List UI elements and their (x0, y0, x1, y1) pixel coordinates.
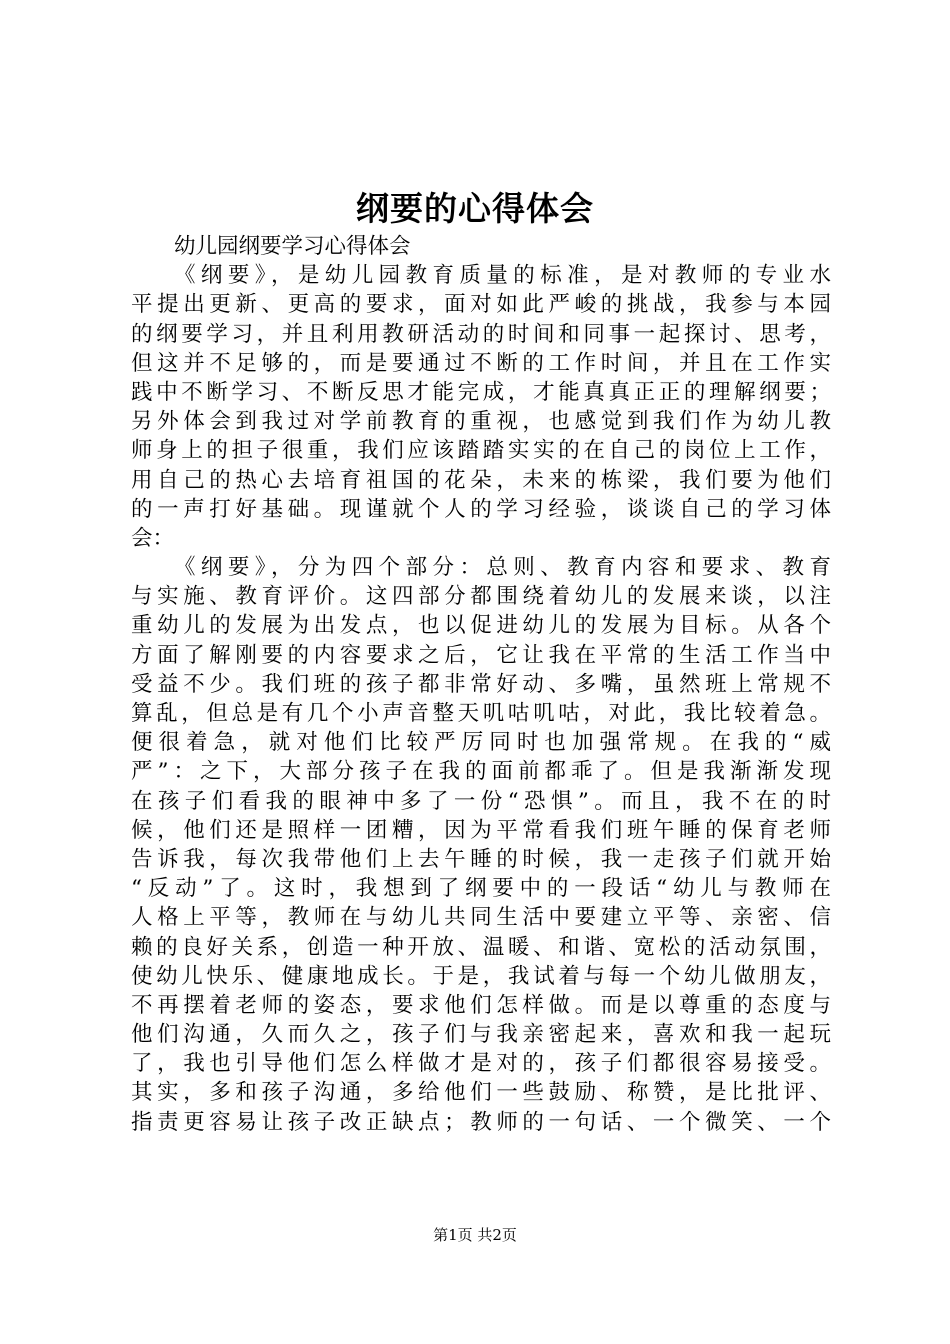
paragraph-line: 在孩子们看我的眼神中多了一份“恐惧”。而且，我不在的时 (131, 788, 831, 814)
paragraph-line: 告诉我，每次我带他们上去午睡的时候，我一走孩子们就开始 (131, 846, 831, 872)
paragraph-line: 师身上的担子很重，我们应该踏踏实实的在自己的岗位上工作， (131, 438, 831, 464)
paragraph-line: 便很着急，就对他们比较严厉同时也加强常规。在我的“威 (131, 730, 831, 756)
paragraph-line: 赖的良好关系，创造一种开放、温暖、和谐、宽松的活动氛围， (131, 934, 831, 960)
document-title: 纲要的心得体会 (356, 189, 594, 228)
paragraph-line: “反动”了。这时，我想到了纲要中的一段话“幼儿与教师在 (131, 876, 831, 902)
page-number-footer: 第1页 共2页 (433, 1226, 517, 1244)
paragraph-line: 指责更容易让孩子改正缺点；教师的一句话、一个微笑、一个 (131, 1109, 831, 1135)
paragraph-line: 了，我也引导他们怎么样做才是对的，孩子们都很容易接受。 (131, 1051, 831, 1077)
paragraph-line: 另外体会到我过对学前教育的重视，也感觉到我们作为幼儿教 (131, 409, 831, 435)
paragraph-line: 平提出更新、更高的要求，面对如此严峻的挑战，我参与本园 (131, 292, 831, 318)
paragraph-line: 会： (131, 525, 175, 551)
paragraph-line: 重幼儿的发展为出发点，也以促进幼儿的发展为目标。从各个 (131, 613, 831, 639)
paragraph-line: 用自己的热心去培育祖国的花朵，未来的栋梁，我们要为他们 (131, 467, 831, 493)
paragraph-line: 候，他们还是照样一团糟，因为平常看我们班午睡的保育老师 (131, 817, 831, 843)
paragraph-1 (131, 261, 831, 553)
document-body (131, 232, 831, 1137)
paragraph-line: 《纲要》，是幼儿园教育质量的标准，是对教师的专业水 (174, 263, 831, 289)
paragraph-line: 其实，多和孩子沟通，多给他们一些鼓励、称赞，是比批评、 (131, 1080, 831, 1106)
document-subtitle: 幼儿园纲要学习心得体会 (174, 234, 411, 259)
paragraph-line: 受益不少。我们班的孩子都非常好动、多嘴，虽然班上常规不 (131, 671, 831, 697)
paragraph-line: 与实施、教育评价。这四部分都围绕着幼儿的发展来谈，以注 (131, 584, 831, 610)
paragraph-line: 他们沟通，久而久之，孩子们与我亲密起来，喜欢和我一起玩 (131, 1022, 831, 1048)
paragraph-line: 方面了解刚要的内容要求之后，它让我在平常的生活工作当中 (131, 642, 831, 668)
paragraph-line: 严”：之下，大部分孩子在我的面前都乖了。但是我渐渐发现 (131, 759, 831, 785)
paragraph-line: 的纲要学习，并且利用教研活动的时间和同事一起探讨、思考， (131, 321, 831, 347)
paragraph-line: 的一声打好基础。现谨就个人的学习经验，谈谈自己的学习体 (131, 496, 831, 522)
paragraph-line: 践中不断学习、不断反思才能完成，才能真真正正的理解纲要； (131, 379, 831, 405)
paragraph-line: 使幼儿快乐、健康地成长。于是，我试着与每一个幼儿做朋友， (131, 963, 831, 989)
paragraph-line: 人格上平等，教师在与幼儿共同生活中要建立平等、亲密、信 (131, 905, 831, 931)
paragraph-2 (131, 553, 831, 1137)
paragraph-line: 不再摆着老师的姿态，要求他们怎样做。而是以尊重的态度与 (131, 992, 831, 1018)
paragraph-line: 但这并不足够的，而是要通过不断的工作时间，并且在工作实 (131, 350, 831, 376)
paragraph-line: 算乱，但总是有几个小声音整天叽咕叽咕，对此，我比较着急。 (131, 701, 831, 726)
paragraph-line: 《纲要》，分为四个部分：总则、教育内容和要求、教育 (174, 555, 831, 581)
